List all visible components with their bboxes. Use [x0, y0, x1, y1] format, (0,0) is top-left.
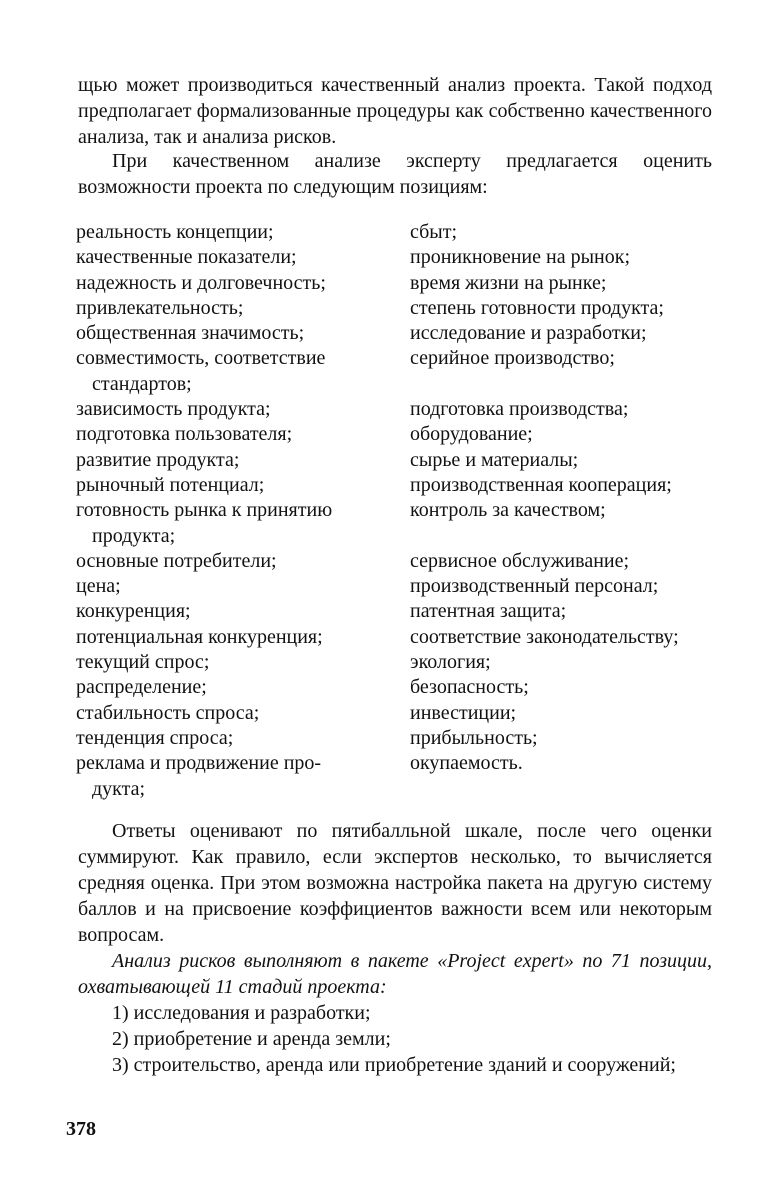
list-item: реклама и продвижение про-: [76, 752, 322, 775]
list-item: потенциальная конкуренция;: [76, 625, 323, 648]
list-item: подготовка пользователя;: [76, 423, 293, 446]
list-item: текущий спрос;: [76, 651, 210, 674]
list-item: совместимость, соответствие: [76, 347, 326, 370]
list-item: соответствие законодательству;: [410, 625, 679, 648]
column-spacer: [410, 524, 730, 549]
right-column: [410, 220, 730, 777]
numbered-item: 3) строительство, аренда или приобретение зданий и сооружений;: [112, 1054, 676, 1076]
list-item: инвестиции;: [410, 701, 517, 724]
list-item-continuation: стандартов;: [92, 372, 192, 395]
list-item: производственная кооперация;: [410, 473, 672, 496]
paragraph-qualitative: При качественном анализе эксперту предлагается оценить возможности проекта по следующим позициям:: [78, 150, 712, 198]
paragraph-scoring: Ответы оценивают по пятибалльной шкале, после чего оценки суммируют. Как правило, если экспертов несколько, то вычисляется средняя оценка. При этом возможна настройка пакета на другую систему баллов и на присвоение коэффициентов важности всем или некоторым вопросам.: [78, 820, 712, 946]
list-item: проникновение на рынок;: [410, 246, 631, 269]
list-item: распределение;: [76, 676, 207, 699]
list-item: оборудование;: [410, 423, 533, 446]
list-item: надежность и долговечность;: [76, 271, 326, 294]
list-item: сервисное обслуживание;: [410, 549, 630, 572]
list-item: готовность рынка к принятию: [76, 499, 333, 522]
numbered-item: 2) приобретение и аренда земли;: [112, 1028, 391, 1050]
list-item: цена;: [76, 575, 121, 598]
paragraph-intro: щью может производиться качественный анализ проекта. Такой подход предполагает формализованные процедуры как собственно качественного анализа, так и анализа рисков.: [78, 74, 712, 148]
paragraph-risk-analysis: Анализ рисков выполняют в пакете «Project expert» по 71 позиции, охватывающей 11 стадий проекта:: [78, 950, 712, 998]
list-item: безопасность;: [410, 676, 529, 699]
list-item: общественная значимость;: [76, 322, 305, 345]
left-column: [76, 220, 386, 802]
list-item: конкуренция;: [76, 600, 191, 623]
list-item: сбыт;: [410, 221, 458, 243]
list-item: развитие продукта;: [76, 448, 240, 471]
list-item: степень готовности продукта;: [410, 296, 664, 319]
column-spacer: [410, 372, 730, 397]
list-item: патентная защита;: [410, 600, 567, 623]
list-item: зависимость продукта;: [76, 398, 271, 421]
list-item: привлекательность;: [76, 296, 244, 319]
list-item: основные потребители;: [76, 549, 277, 572]
list-item: контроль за качеством;: [410, 499, 606, 522]
list-item-continuation: дукта;: [92, 777, 146, 800]
numbered-item: 1) исследования и разработки;: [112, 1002, 371, 1024]
list-item: сырье и материалы;: [410, 448, 579, 471]
list-item: качественные показатели;: [76, 246, 297, 269]
list-item-continuation: продукта;: [92, 524, 176, 547]
list-item: реальность концепции;: [76, 221, 274, 243]
list-item: стабильность спроса;: [76, 701, 260, 724]
list-item: подготовка производства;: [410, 398, 629, 421]
list-item: прибыльность;: [410, 726, 538, 749]
list-item: серийное производство;: [410, 347, 615, 370]
list-item: исследование и разработки;: [410, 322, 647, 345]
list-item: рыночный потенциал;: [76, 473, 265, 496]
list-item: производственный персонал;: [410, 575, 659, 598]
list-item: экология;: [410, 651, 491, 674]
page-number: 378: [66, 1118, 96, 1140]
list-item: окупаемость.: [410, 752, 523, 775]
list-item: время жизни на рынке;: [410, 271, 607, 294]
list-item: тенденция спроса;: [76, 726, 234, 749]
